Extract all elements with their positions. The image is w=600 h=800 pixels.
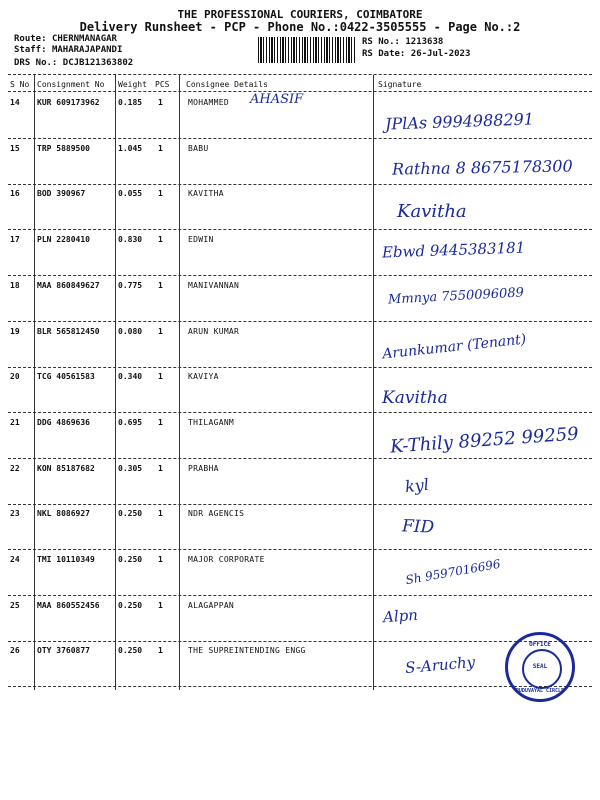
row-divider <box>8 138 592 139</box>
row-pcs: 1 <box>158 646 163 656</box>
divider <box>8 74 592 75</box>
row-consignment-no: PLN 2280410 <box>37 235 90 245</box>
row-pcs: 1 <box>158 189 163 199</box>
route-value: CHERNMANAGAR <box>51 34 117 44</box>
row-pcs: 1 <box>158 555 163 564</box>
row-pcs: 1 <box>158 326 163 336</box>
row-sno: 22 <box>10 463 20 473</box>
drs-value: DCJB121363802 <box>62 58 134 68</box>
row-consignment-no: NKL 8086927 <box>37 509 90 519</box>
row-divider <box>8 184 592 185</box>
row-signature: S-Aruchy <box>404 653 476 678</box>
drs-label: DRS No.: <box>14 58 58 68</box>
row-divider <box>8 504 592 505</box>
column-rule <box>34 75 35 690</box>
row-sno: 24 <box>10 555 20 564</box>
row-consignment-no: BOD 390967 <box>37 189 86 199</box>
row-signature: Kavitha <box>382 388 448 409</box>
row-signature: Rathna 8 8675178300 <box>391 156 573 179</box>
row-divider <box>8 321 592 322</box>
row-pcs: 1 <box>158 280 163 290</box>
row-sno: 26 <box>10 646 20 656</box>
row-sno: 23 <box>10 509 20 519</box>
col-pcs: PCS <box>155 80 170 89</box>
row-signature: JPlAs 9994988291 <box>384 109 535 134</box>
row-divider <box>8 686 592 687</box>
row-signature: Mmnya 7550096089 <box>387 285 525 308</box>
row-consignment-no: KON 85187682 <box>37 463 95 473</box>
row-divider <box>8 549 592 550</box>
rs-no-line <box>362 37 443 47</box>
row-signature: Sh 9597016696 <box>404 556 502 588</box>
route-line <box>14 34 117 44</box>
row-sno: 17 <box>10 235 20 245</box>
row-weight: 0.695 <box>118 417 143 427</box>
col-sno: S No <box>10 80 30 89</box>
row-consignment-no: DDG 4869636 <box>37 417 90 427</box>
row-divider <box>8 229 592 230</box>
row-signature: FID <box>401 516 435 538</box>
row-pcs: 1 <box>158 98 163 107</box>
column-rule <box>179 75 180 690</box>
barcode <box>258 37 356 63</box>
row-weight: 0.250 <box>118 509 143 519</box>
row-weight: 0.055 <box>118 189 143 199</box>
row-sno: 20 <box>10 372 20 382</box>
row-sno: 19 <box>10 326 20 336</box>
row-pcs: 1 <box>158 372 163 382</box>
row-weight: 0.305 <box>118 463 143 473</box>
route-label: Route: <box>14 34 47 44</box>
column-rule <box>115 75 116 690</box>
row-consignment-no: MAA 860552456 <box>37 600 100 610</box>
row-signature: Arunkumar (Tenant) <box>381 330 528 363</box>
rs-no-label: RS No.: <box>362 37 400 47</box>
row-consignee: MOHAMMED <box>188 98 229 107</box>
runsheet-subtitle: Delivery Runsheet - PCP - Phone No.:0422-3505555 - Page No.:2 <box>79 20 521 34</box>
row-pcs: 1 <box>158 143 163 153</box>
row-weight: 0.080 <box>118 326 143 336</box>
staff-label: Staff: <box>14 45 47 55</box>
staff-line <box>14 45 122 55</box>
row-sno: 18 <box>10 280 20 290</box>
row-consignee: KAVIYA <box>188 372 219 382</box>
stamp-top-text: OFFICE <box>529 641 551 648</box>
company-title: THE PROFESSIONAL COURIERS, COIMBATORE <box>177 8 423 21</box>
col-signature: Signature <box>378 80 422 89</box>
row-divider <box>8 641 592 642</box>
row-consignee: KAVITHA <box>188 189 224 199</box>
row-signature: K-Thily 89252 99259 <box>389 423 580 458</box>
row-consignee: BABU <box>188 143 209 153</box>
rs-date-line <box>362 49 470 59</box>
row-consignment-no: TRP 5889500 <box>37 143 90 153</box>
row-weight: 0.250 <box>118 600 143 610</box>
col-weight: Weight <box>118 80 147 89</box>
row-sno: 21 <box>10 417 20 427</box>
row-weight: 0.250 <box>118 646 143 656</box>
row-consignee: THILAGANM <box>188 417 235 427</box>
row-consignee: THE SUPREINTENDING ENGG <box>188 646 306 656</box>
row-weight: 0.775 <box>118 280 143 290</box>
row-pcs: 1 <box>158 463 163 473</box>
rs-date-value: 26-Jul-2023 <box>410 49 471 59</box>
row-consignment-no: BLR 565812450 <box>37 326 100 336</box>
rs-no-value: 1213638 <box>405 37 444 47</box>
row-consignee: ALAGAPPAN <box>188 600 235 610</box>
row-consignee: ARUN KUMAR <box>188 326 240 336</box>
staff-value: MAHARAJAPANDI <box>51 45 123 55</box>
row-sno: 25 <box>10 600 20 610</box>
row-weight: 0.185 <box>118 98 143 107</box>
row-handwritten-name: AHASIF <box>250 92 304 107</box>
row-signature: Ebwd 9445383181 <box>381 238 526 262</box>
row-pcs: 1 <box>158 509 163 519</box>
row-pcs: 1 <box>158 235 163 245</box>
row-divider <box>8 458 592 459</box>
row-divider <box>8 367 592 368</box>
stamp-middle-text: SEAL <box>532 663 548 670</box>
row-weight: 0.340 <box>118 372 143 382</box>
row-divider <box>8 412 592 413</box>
row-consignment-no: TCG 40561583 <box>37 372 95 382</box>
row-signature: Alpn <box>382 605 419 626</box>
row-signature: kyl <box>404 474 430 496</box>
office-seal-stamp <box>505 632 575 702</box>
row-consignment-no: TMI 10110349 <box>37 555 95 564</box>
row-consignment-no: KUR 609173962 <box>37 98 100 107</box>
row-weight: 0.250 <box>118 555 143 564</box>
stamp-bottom-text: PUDUVAYAL CIRCLE <box>515 688 565 694</box>
row-sno: 14 <box>10 98 20 107</box>
row-consignee: MANIVANNAN <box>188 280 240 290</box>
row-consignee: EDWIN <box>188 235 214 245</box>
column-rule <box>373 75 374 690</box>
row-consignment-no: OTY 3760877 <box>37 646 90 656</box>
row-divider <box>8 595 592 596</box>
col-consignee: Consignee Details <box>186 80 268 89</box>
row-consignee: PRABHA <box>188 463 219 473</box>
row-consignment-no: MAA 860849627 <box>37 280 100 290</box>
rs-date-label: RS Date: <box>362 49 406 59</box>
row-consignee: NDR AGENCIS <box>188 509 245 519</box>
drs-line <box>14 58 133 68</box>
row-sno: 15 <box>10 143 20 153</box>
row-pcs: 1 <box>158 600 163 610</box>
row-signature: Kavitha <box>397 201 467 223</box>
row-pcs: 1 <box>158 417 163 427</box>
row-weight: 0.830 <box>118 235 143 245</box>
row-weight: 1.045 <box>118 143 143 153</box>
col-consignment: Consignment No <box>37 80 105 89</box>
row-sno: 16 <box>10 189 20 199</box>
row-consignee: MAJOR CORPORATE <box>188 555 265 564</box>
row-divider <box>8 275 592 276</box>
